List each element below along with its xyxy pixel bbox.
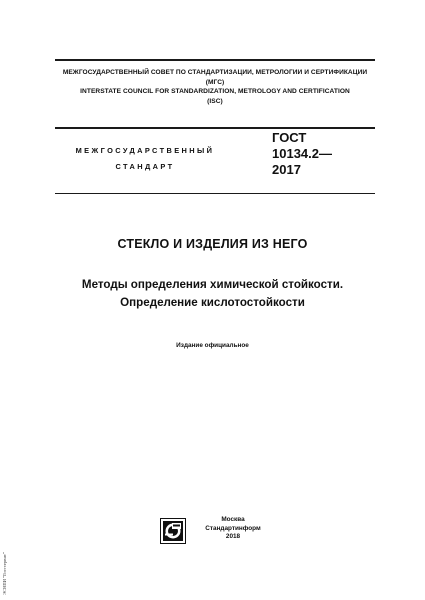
council-ru-text: МЕЖГОСУДАРСТВЕННЫЙ СОВЕТ ПО СТАНДАРТИЗАЦИИ, МЕТРОЛОГИИ И СЕРТИФИКАЦИИ bbox=[62, 69, 368, 76]
council-name-en bbox=[55, 87, 375, 106]
standartinform-logo-icon bbox=[160, 518, 186, 544]
document-subtitle bbox=[20, 276, 405, 312]
council-en-abbr: (ISC) bbox=[207, 97, 223, 105]
publisher-name: Стандартинформ bbox=[205, 524, 261, 532]
publisher-block bbox=[193, 516, 273, 542]
standard-type-line1: МЕЖГОСУДАРСТВЕННЫЙ bbox=[75, 146, 215, 155]
middle-rule bbox=[55, 127, 375, 129]
council-en-text: INTERSTATE COUNCIL FOR STANDARDIZATION, METROLOGY AND CERTIFICATION bbox=[80, 88, 350, 95]
bottom-rule bbox=[55, 193, 375, 194]
publication-year: 2018 bbox=[225, 533, 241, 541]
side-watermark-note: ЭСНПИ "Гостсервис" bbox=[2, 552, 7, 595]
subtitle-line1: Методы определения химической стойкости. bbox=[81, 278, 344, 291]
document-title: СТЕКЛО И ИЗДЕЛИЯ ИЗ НЕГО bbox=[117, 237, 308, 251]
gost-number: 10134.2— bbox=[272, 146, 332, 161]
council-ru-abbr: (МГС) bbox=[205, 78, 225, 86]
publisher-city: Москва bbox=[221, 516, 245, 523]
edition-note: Издание официальное bbox=[176, 342, 249, 349]
council-name-ru bbox=[55, 68, 375, 87]
top-rule bbox=[55, 59, 375, 61]
gost-label: ГОСТ bbox=[272, 130, 307, 145]
subtitle-line2: Определение кислотостойкости bbox=[120, 296, 305, 309]
gost-year: 2017 bbox=[272, 162, 301, 177]
gost-designation bbox=[272, 130, 372, 178]
standard-type bbox=[75, 143, 215, 175]
standard-type-line2: СТАНДАРТ bbox=[115, 162, 175, 171]
